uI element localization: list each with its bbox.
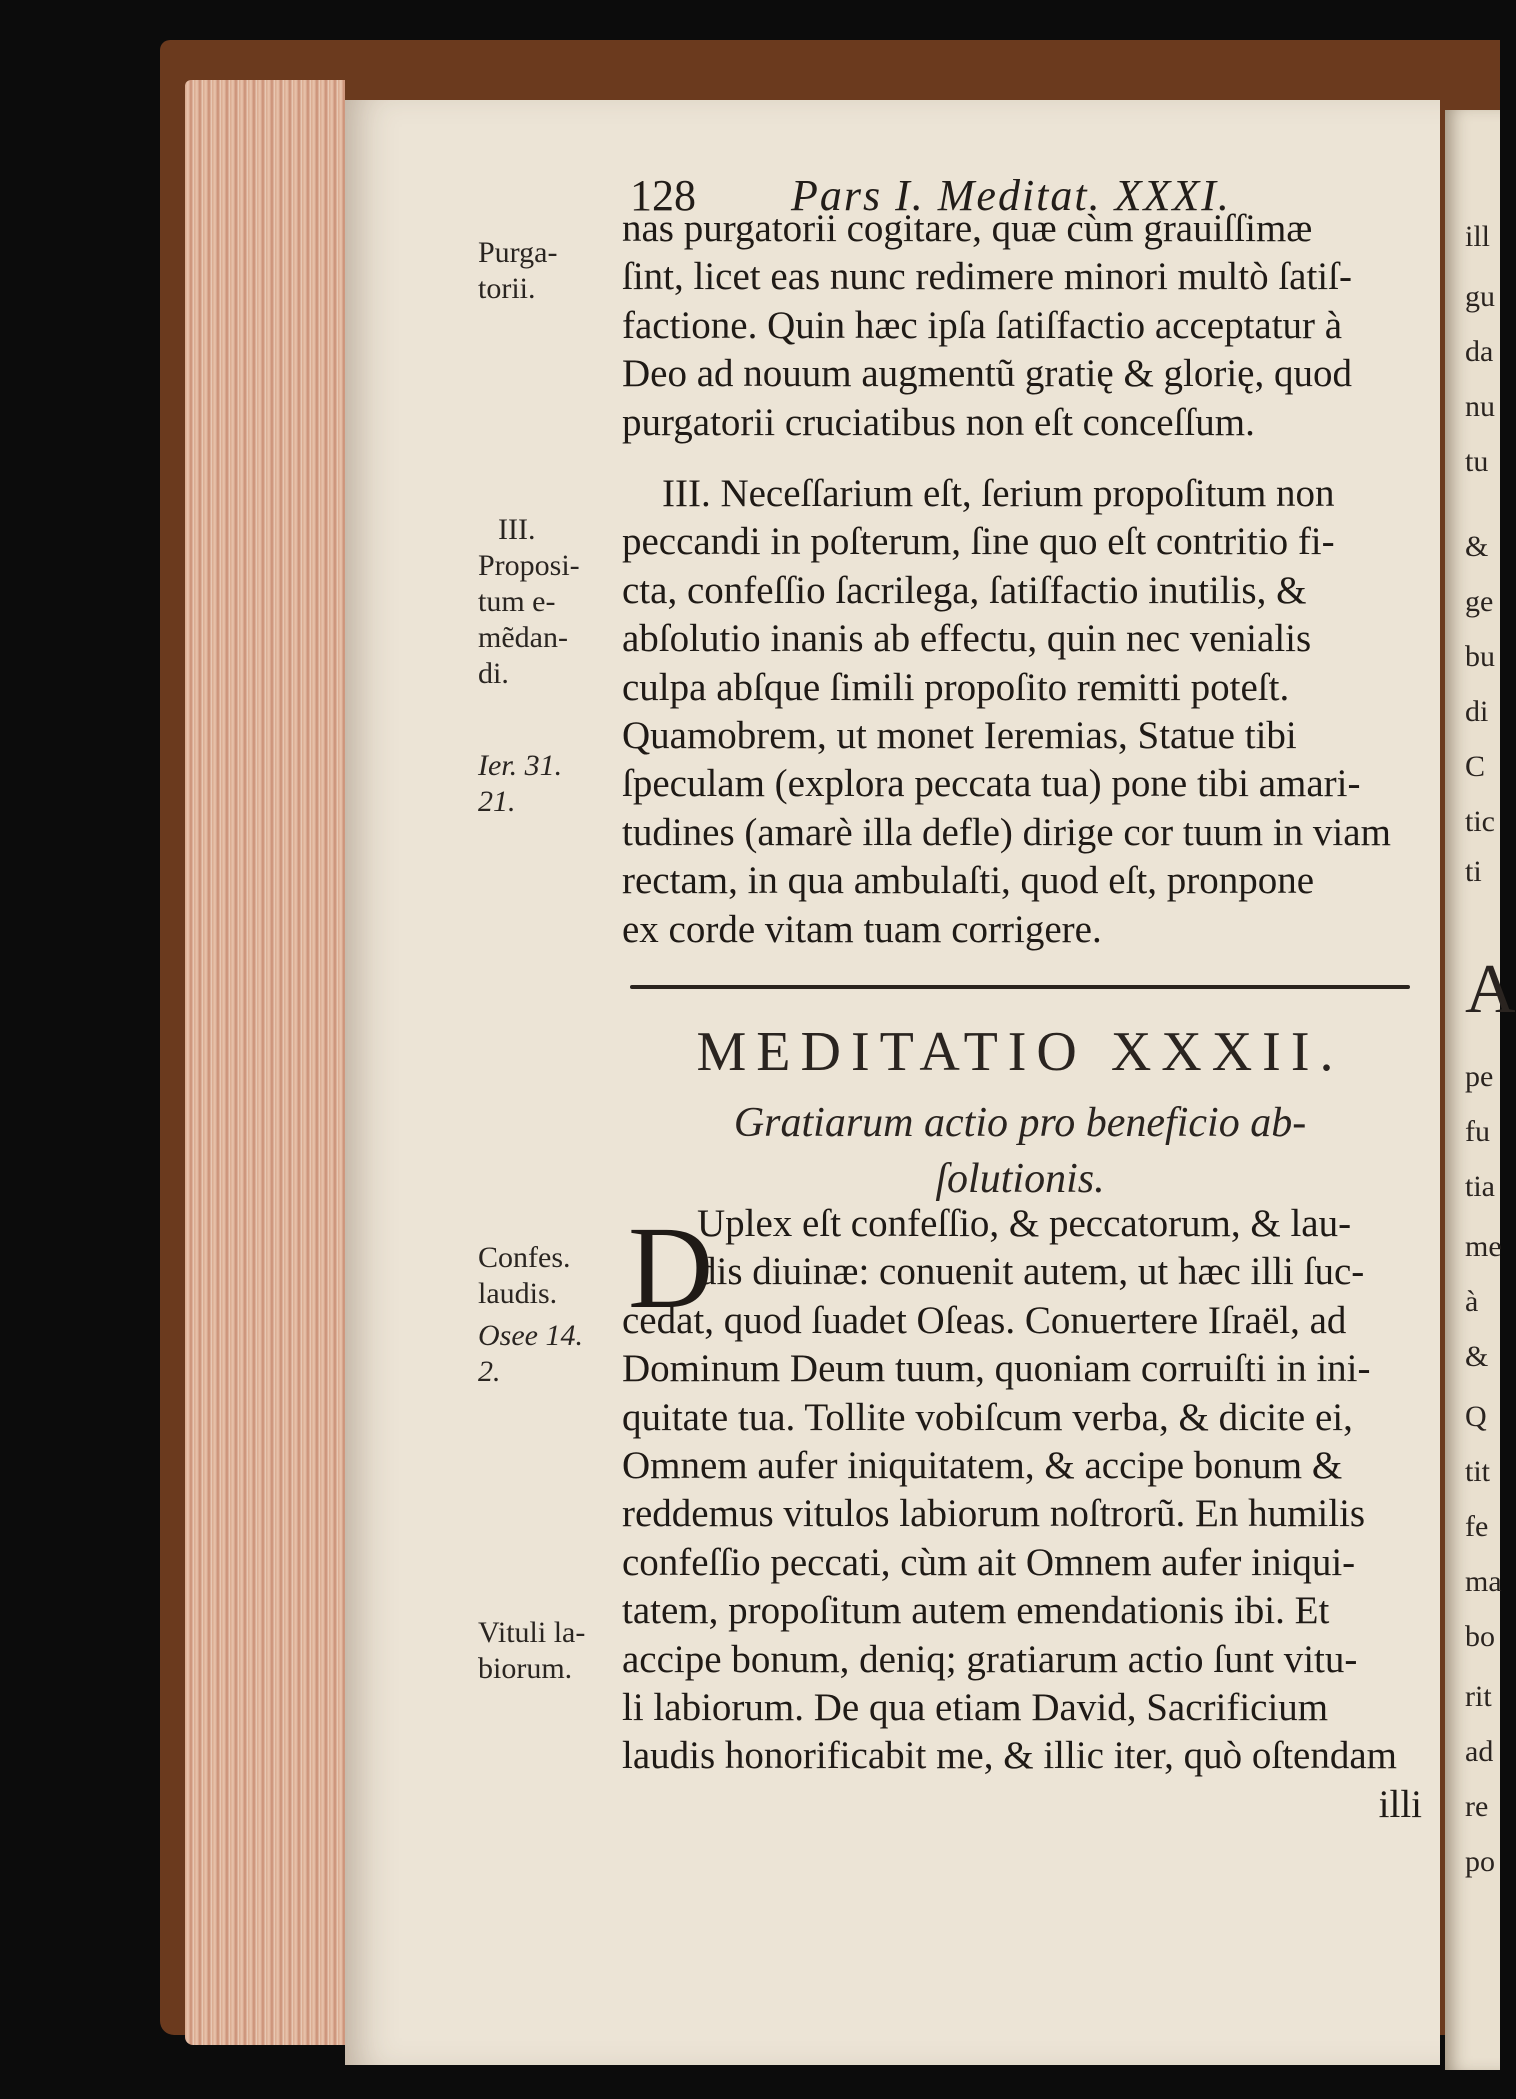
facing-page-fragment: & <box>1465 1340 1489 1373</box>
text-line: quitate tua. Tollite vobiſcum verba, & dicite ei, <box>622 1395 1353 1439</box>
marginal-note-purgatorii <box>478 235 557 307</box>
text-line: III. Neceſſarium eſt, ſerium propoſitum non <box>662 472 1335 515</box>
facing-page-fragment: ma <box>1465 1565 1502 1598</box>
drop-cap: D <box>628 1202 714 1333</box>
text-line: dis diuinæ: conuenit autem, ut hæc illi ſuc- <box>697 1250 1365 1294</box>
facing-page-fragment: ge <box>1465 585 1494 618</box>
facing-page-fragment: Q <box>1465 1400 1487 1433</box>
marginal-ref-ieremias <box>478 748 562 820</box>
facing-page-fragment: ill <box>1465 220 1491 253</box>
text-line: nas purgatorii cogitare, quæ cùm grauiſſimæ <box>622 207 1313 250</box>
facing-page-fragment: po <box>1465 1845 1495 1878</box>
text-line: factione. Quin hæc ipſa ſatiſfactio acceptatur à <box>622 303 1343 347</box>
margin-line: III. <box>498 513 536 546</box>
facing-page-fragment: C <box>1465 750 1486 783</box>
paragraph-confessio <box>622 1200 1422 1829</box>
running-title: Pars I. Meditat. XXXI. <box>791 171 1231 220</box>
marginal-note-propositum <box>478 512 580 692</box>
text-line: tudines (amarè illa defle) dirige cor tuum in viam <box>622 810 1391 854</box>
margin-line: Ier. 31. <box>478 749 563 782</box>
facing-page-edge <box>1445 110 1516 2070</box>
text-line: Quamobrem, ut monet Ieremias, Statue tibi <box>622 714 1297 758</box>
facing-page-fragment: tia <box>1465 1170 1495 1203</box>
facing-page-fragment: da <box>1465 335 1494 368</box>
facing-page-fragment: tic <box>1465 805 1495 838</box>
text-line: laudis honorificabit me, & illic iter, quò oſtendam <box>622 1734 1398 1778</box>
catchword: illi <box>1378 1782 1422 1826</box>
facing-page-fragment: bo <box>1465 1620 1495 1653</box>
text-line: li labiorum. De qua etiam David, Sacrificium <box>622 1686 1329 1730</box>
meditation-heading: MEDITATIO XXXII. <box>696 1021 1344 1083</box>
facing-page-fragment: di <box>1465 695 1489 728</box>
facing-page-fragment: me <box>1465 1230 1502 1263</box>
text-line: cedat, quod ſuadet Oſeas. Conuertere Iſraël, ad <box>622 1298 1347 1342</box>
facing-page-fragment: rit <box>1465 1680 1492 1713</box>
text-line: Deo ad nouum augmentũ gratię & glorię, quod <box>622 352 1352 396</box>
margin-line: biorum. <box>478 1652 573 1685</box>
text-line: cta, confeſſio ſacrilega, ſatiſfactio inutilis, & <box>622 568 1307 612</box>
margin-line: 21. <box>478 785 516 818</box>
margin-line: laudis. <box>478 1277 558 1310</box>
margin-line: di. <box>478 657 509 690</box>
text-line: purgatorii cruciatibus non eſt conceſſum. <box>622 400 1255 444</box>
marginal-note-vituli <box>478 1615 585 1687</box>
margin-line: mẽdan- <box>478 621 568 654</box>
facing-page-fragment: & <box>1465 530 1489 563</box>
text-line: abſolutio inanis ab effectu, quin nec venialis <box>622 617 1312 661</box>
text-line: tatem, propoſitum autem emendationis ibi. Et <box>622 1589 1330 1633</box>
text-line: ſint, licet eas nunc redimere minori multò ſatiſ- <box>622 255 1352 299</box>
facing-page-fragment: à <box>1465 1285 1479 1318</box>
text-line: culpa abſque ſimili propoſito remitti poteſt. <box>622 665 1290 709</box>
margin-line: tum e- <box>478 585 556 618</box>
margin-line: torii. <box>478 272 536 305</box>
meditation-subtitle <box>630 1095 1410 1207</box>
text-line: confeſſio peccati, cùm ait Omnem aufer iniqui- <box>622 1540 1356 1584</box>
text-line: peccandi in poſterum, ſine quo eſt contritio fi- <box>622 520 1335 564</box>
facing-page-fragment: ad <box>1465 1735 1494 1768</box>
margin-line: Osee 14. <box>478 1319 583 1352</box>
text-line: ſpeculam (explora peccata tua) pone tibi amari- <box>622 762 1361 806</box>
page-edges <box>185 80 345 2045</box>
facing-page-fragment: nu <box>1465 390 1495 423</box>
margin-line: 2. <box>478 1355 501 1388</box>
paragraph-propositum <box>622 470 1422 954</box>
text-line: rectam, in qua ambulaſti, quod eſt, pronpone <box>622 859 1315 903</box>
marginal-ref-osee <box>478 1318 583 1390</box>
subtitle-line: ſolutionis. <box>935 1156 1105 1202</box>
facing-page-fragment: pe <box>1465 1060 1494 1093</box>
margin-line: Proposi- <box>478 549 580 582</box>
paragraph-purgatorii <box>622 205 1422 447</box>
margin-line: Vituli la- <box>478 1616 586 1649</box>
subtitle-line: Gratiarum actio pro beneficio ab- <box>733 1100 1307 1146</box>
text-line: reddemus vitulos labiorum noſtrorũ. En humilis <box>622 1492 1366 1536</box>
facing-page-fragment: fe <box>1465 1510 1489 1543</box>
page-number: 128 <box>630 171 696 220</box>
facing-page-fragment: fu <box>1465 1115 1490 1148</box>
facing-page-fragment: gu <box>1465 280 1495 313</box>
margin-line: Confes. <box>478 1241 571 1274</box>
marginal-note-confessio <box>478 1240 571 1312</box>
facing-page-fragment: tu <box>1465 445 1489 478</box>
facing-page-fragment: re <box>1465 1790 1489 1823</box>
facing-page-fragment: tit <box>1465 1455 1491 1488</box>
margin-line: Purga- <box>478 236 558 269</box>
facing-page-fragment: ti <box>1465 855 1482 888</box>
text-line: Uplex eſt confeſſio, & peccatorum, & lau- <box>697 1202 1352 1245</box>
text-line: accipe bonum, deniq; gratiarum actio ſunt vitu- <box>622 1637 1358 1681</box>
text-line: Dominum Deum tuum, quoniam corruiſti in ini- <box>622 1347 1371 1391</box>
section-divider-rule <box>630 985 1410 989</box>
facing-page-fragment: A <box>1465 951 1516 1028</box>
text-line: ex corde vitam tuam corrigere. <box>622 907 1102 951</box>
facing-page-fragment: bu <box>1465 640 1495 673</box>
text-line: Omnem aufer iniquitatem, & accipe bonum & <box>622 1444 1343 1488</box>
